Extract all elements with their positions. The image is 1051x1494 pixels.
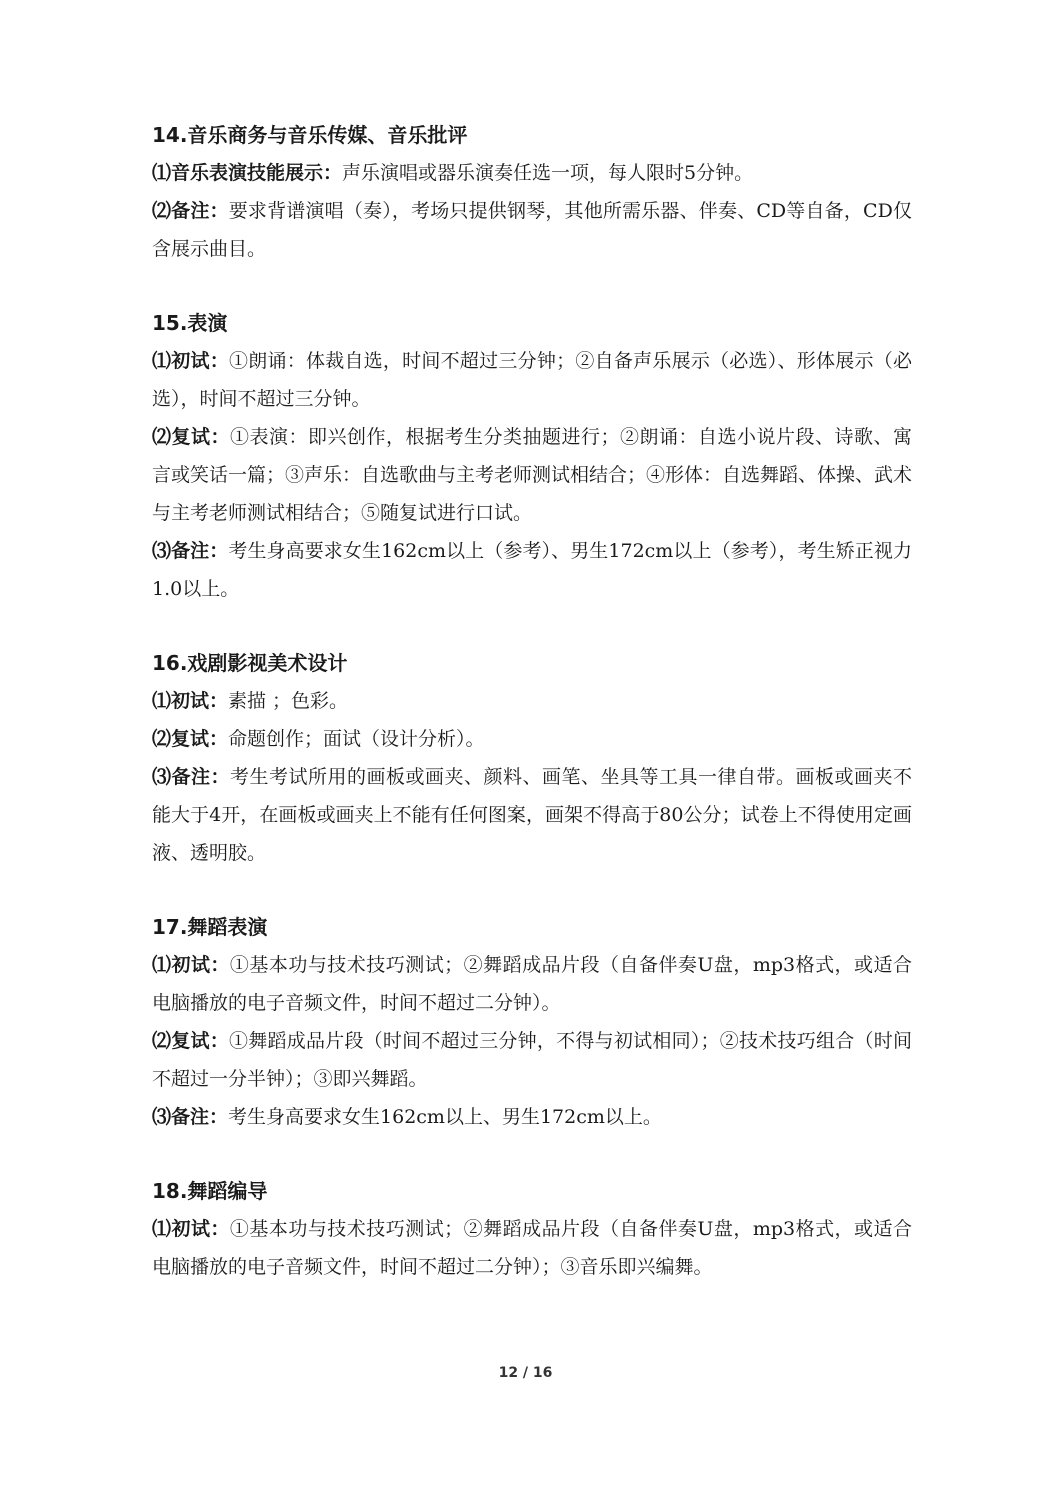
list-item (152, 532, 912, 608)
item-label: ⑵复试： (152, 426, 230, 448)
item-text: ①朗诵：体裁自选，时间不超过三分钟；②自备声乐展示（必选）、形体展示（必选），时间不超过三分钟。 (152, 350, 912, 410)
list-item (152, 1210, 912, 1286)
item-label: ⑶备注： (152, 766, 230, 788)
section-heading: 15.表演 (152, 311, 228, 335)
list-item (152, 682, 912, 720)
list-item (152, 154, 912, 192)
item-label: ⑶备注： (152, 1106, 229, 1128)
item-label: ⑴初试： (152, 954, 230, 976)
item-text: ①基本功与技术技巧测试；②舞蹈成品片段（自备伴奏U盘，mp3格式，或适合电脑播放的电子音频文件，时间不超过二分钟）；③音乐即兴编舞。 (152, 1218, 912, 1278)
item-label: ⑴初试： (152, 350, 229, 372)
section-heading: 16.戏剧影视美术设计 (152, 651, 348, 675)
item-label: ⑵复试： (152, 728, 229, 750)
page-number: 12 / 16 (498, 1365, 553, 1381)
item-text: 考生身高要求女生162cm以上、男生172cm以上。 (228, 1106, 662, 1128)
list-item (152, 1022, 912, 1098)
item-text: 考生考试所用的画板或画夹、颜料、画笔、坐具等工具一律自带。画板或画夹不能大于4开，在画板或画夹上不能有任何图案，画架不得高于80公分；试卷上不得使用定画液、透明胶。 (152, 766, 912, 864)
item-text: 声乐演唱或器乐演奏任选一项，每人限时5分钟。 (342, 162, 754, 184)
section-stage-art-design (152, 644, 912, 872)
item-text: 考生身高要求女生162cm以上（参考）、男生172cm以上（参考），考生矫正视力1.0以上。 (152, 540, 912, 600)
page-content (152, 116, 912, 1322)
item-text: ①舞蹈成品片段（时间不超过三分钟，不得与初试相同）；②技术技巧组合（时间不超过一分半钟）；③即兴舞蹈。 (152, 1030, 912, 1090)
item-text: ①基本功与技术技巧测试；②舞蹈成品片段（自备伴奏U盘，mp3格式，或适合电脑播放的电子音频文件，时间不超过二分钟）。 (152, 954, 912, 1014)
item-label: ⑴音乐表演技能展示： (152, 162, 343, 184)
item-label: ⑶备注： (152, 540, 229, 562)
list-item (152, 418, 912, 532)
item-label: ⑵备注： (152, 200, 229, 222)
list-item (152, 192, 912, 268)
section-heading: 14.音乐商务与音乐传媒、音乐批评 (152, 123, 468, 147)
section-heading: 18.舞蹈编导 (152, 1179, 268, 1203)
list-item (152, 946, 912, 1022)
list-item (152, 1098, 912, 1136)
section-dance-performance (152, 908, 912, 1136)
list-item (152, 758, 912, 872)
item-text: ①表演：即兴创作，根据考生分类抽题进行；②朗诵：自选小说片段、诗歌、寓言或笑话一篇；③声乐：自选歌曲与主考老师测试相结合；④形体：自选舞蹈、体操、武术与主考老师测试相结合；⑤随复试进行口试。 (152, 426, 913, 524)
item-text: 要求背谱演唱（奏），考场只提供钢琴，其他所需乐器、伴奏、CD等自备，CD仅含展示曲目。 (152, 200, 912, 260)
section-music-business (152, 116, 912, 268)
list-item (152, 720, 912, 758)
item-label: ⑴初试： (152, 690, 229, 712)
item-text: 素描 ；色彩。 (228, 690, 349, 712)
item-label: ⑵复试： (152, 1030, 229, 1052)
section-performance (152, 304, 912, 608)
list-item (152, 342, 912, 418)
section-choreography (152, 1172, 912, 1286)
item-label: ⑴初试： (152, 1218, 230, 1240)
item-text: 命题创作；面试（设计分析）。 (228, 728, 485, 750)
section-heading: 17.舞蹈表演 (152, 915, 268, 939)
